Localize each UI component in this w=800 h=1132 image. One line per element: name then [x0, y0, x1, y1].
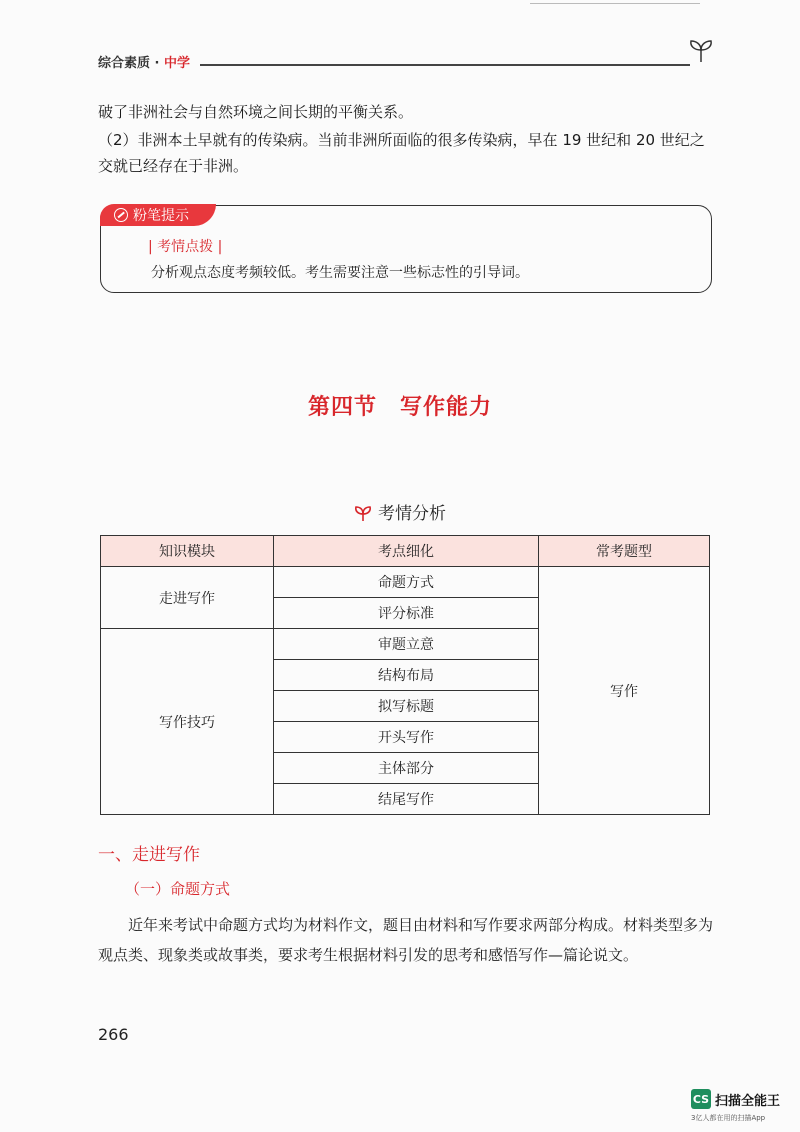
module-cell: 写作技巧 — [101, 629, 274, 815]
analysis-title: 考情分析 — [378, 504, 446, 524]
header-rule — [200, 64, 690, 66]
chalk-icon — [114, 208, 128, 222]
book-level: 中学 — [164, 56, 191, 71]
table-header-row — [101, 536, 710, 567]
point-cell: 结尾写作 — [274, 784, 539, 815]
leaf-icon — [354, 505, 372, 521]
paragraph-continued: 破了非洲社会与自然环境之间长期的平衡关系。 — [98, 103, 414, 121]
camscanner-logo: CS — [691, 1089, 711, 1109]
watermark-name: 扫描全能王 — [715, 1094, 781, 1109]
paragraph-point-2: （2）非洲本土早就有的传染病。当前非洲所面临的很多传染病，早在 19 世纪和 20 世纪之交就已经存在于非洲。 — [98, 131, 705, 175]
title-separator: · — [154, 56, 160, 71]
col-header-type: 常考题型 — [539, 536, 710, 567]
tip-subtitle: | 考情点拨 | — [148, 239, 223, 255]
exam-analysis-table — [100, 535, 710, 815]
table-row — [101, 567, 710, 598]
tip-tab-label: 粉笔提示 — [133, 208, 189, 224]
point-cell: 评分标准 — [274, 598, 539, 629]
top-edge-line — [530, 3, 700, 4]
body-paragraph: 近年来考试中命题方式均为材料作文，题目由材料和写作要求两部分构成。材料类型多为观点类、现象类或故事类，要求考生根据材料引发的思考和感悟写作—篇论说文。 — [98, 916, 714, 964]
section-title: 第四节 写作能力 — [307, 395, 492, 420]
heading-level-1: 一、走进写作 — [98, 845, 200, 865]
point-cell: 结构布局 — [274, 660, 539, 691]
point-cell: 审题立意 — [274, 629, 539, 660]
analysis-heading — [0, 499, 800, 524]
tip-tab — [100, 204, 216, 226]
point-cell: 拟写标题 — [274, 691, 539, 722]
running-header — [98, 52, 190, 71]
point-cell: 主体部分 — [274, 753, 539, 784]
book-title: 综合素质 — [98, 56, 151, 71]
tip-text: 分析观点态度考频较低。考生需要注意一些标志性的引导词。 — [151, 265, 529, 281]
heading-level-2: （一）命题方式 — [125, 880, 231, 898]
type-cell: 写作 — [539, 567, 710, 815]
col-header-module: 知识模块 — [101, 536, 274, 567]
point-cell: 命题方式 — [274, 567, 539, 598]
sprout-icon — [688, 38, 714, 62]
point-cell: 开头写作 — [274, 722, 539, 753]
module-cell: 走进写作 — [101, 567, 274, 629]
col-header-points: 考点细化 — [274, 536, 539, 567]
page-number: 266 — [98, 1025, 129, 1044]
watermark-tagline: 3亿人都在用的扫描App — [691, 1114, 766, 1122]
